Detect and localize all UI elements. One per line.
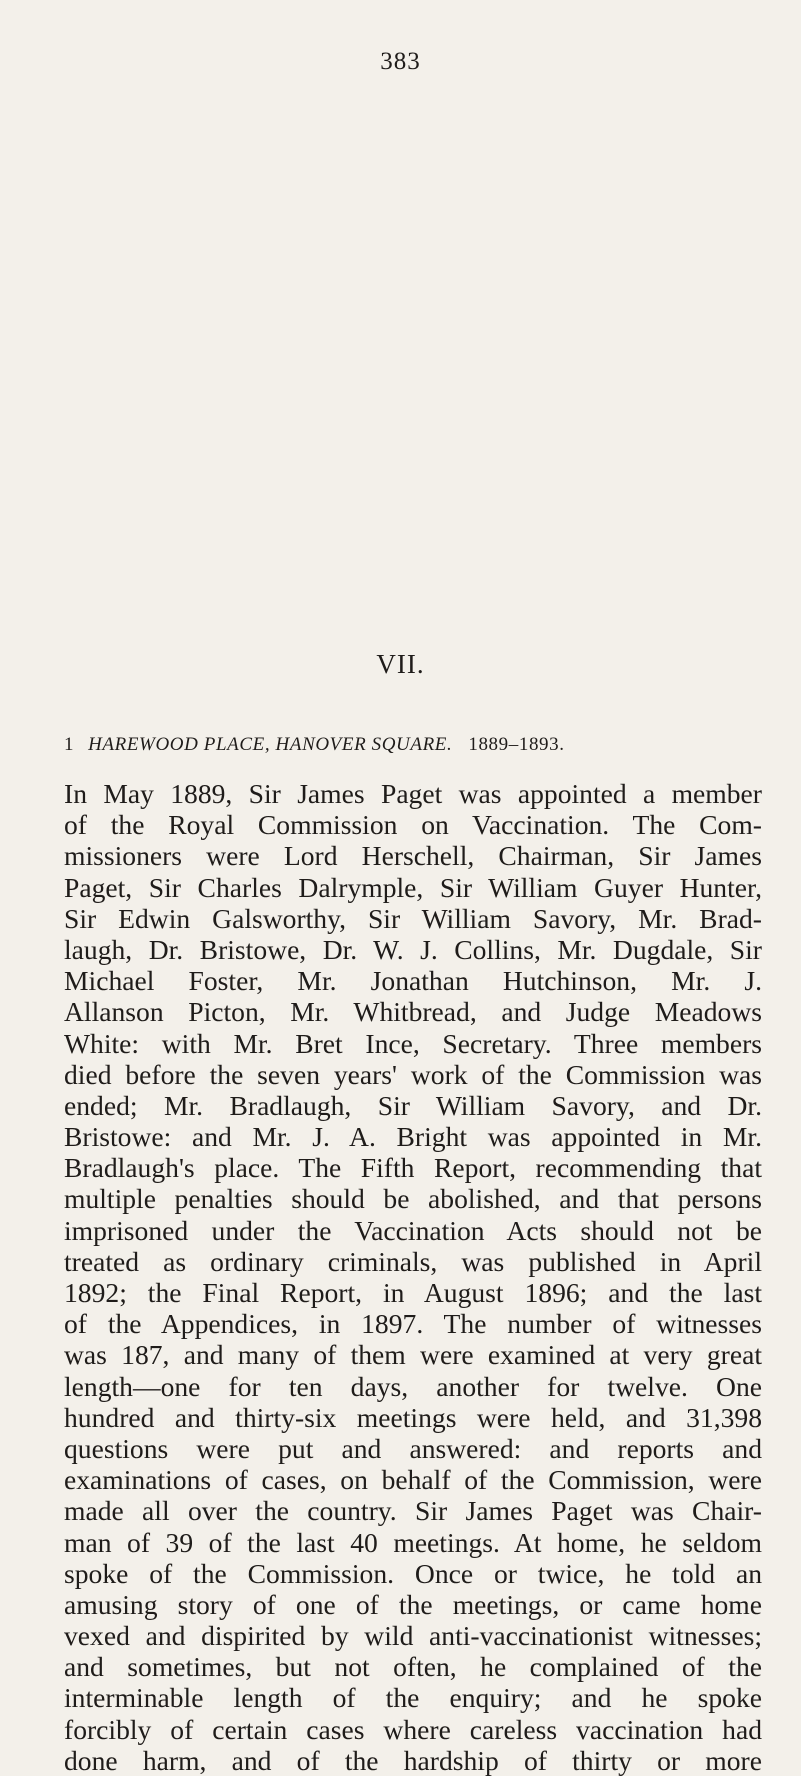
body-line: died before the seven years' work of the Commission was	[64, 1058, 762, 1090]
body-line: of the Royal Commission on Vaccination. The Com-	[64, 809, 762, 841]
body-line: multiple penalties should be abolished, and that persons	[64, 1183, 762, 1215]
body-line: ended; Mr. Bradlaugh, Sir William Savory, and Dr.	[64, 1089, 762, 1121]
heading-number: 1	[64, 734, 75, 755]
heading-place: HAREWOOD PLACE, HANOVER SQUARE.	[88, 734, 453, 755]
body-line: of the Appendices, in 1897. The number of witnesses	[64, 1308, 762, 1340]
body-line: done harm, and of the hardship of thirty or more	[64, 1744, 762, 1776]
body-line: treated as ordinary criminals, was published in April	[64, 1245, 762, 1277]
body-line: Michael Foster, Mr. Jonathan Hutchinson, Mr. J.	[64, 965, 762, 997]
body-line: interminable length of the enquiry; and he spoke	[64, 1682, 762, 1714]
body-line: imprisoned under the Vaccination Acts should not be	[64, 1214, 762, 1246]
body-line: In May 1889, Sir James Paget was appointed a member	[64, 778, 762, 809]
body-line: vexed and dispirited by wild anti-vaccinationist witnesses;	[64, 1620, 762, 1652]
body-line: examinations of cases, on behalf of the Commission, were	[64, 1464, 762, 1496]
body-line: laugh, Dr. Bristowe, Dr. W. J. Collins, Mr. Dugdale, Sir	[64, 933, 762, 965]
body-line: amusing story of one of the meetings, or came home	[64, 1588, 762, 1620]
body-text	[64, 778, 762, 1776]
chapter-numeral: VII.	[376, 649, 425, 679]
body-line: 1892; the Final Report, in August 1896; and the last	[64, 1277, 762, 1308]
page-number: 383	[380, 48, 421, 75]
body-line: man of 39 of the last 40 meetings. At home, he seldom	[64, 1526, 762, 1558]
body-line: questions were put and answered: and reports and	[64, 1432, 762, 1464]
body-line: length—one for ten days, another for twelve. One	[64, 1370, 762, 1402]
body-line: Paget, Sir Charles Dalrymple, Sir William Guyer Hunter,	[64, 871, 762, 903]
body-line: White: with Mr. Bret Ince, Secretary. Three members	[64, 1027, 762, 1059]
body-line: was 187, and many of them were examined at very great	[64, 1339, 762, 1371]
body-line: and sometimes, but not often, he complained of the	[64, 1651, 762, 1683]
body-line: forcibly of certain cases where careless vaccination had	[64, 1713, 762, 1745]
body-line: missioners were Lord Herschell, Chairman, Sir James	[64, 840, 762, 872]
chapter-heading	[64, 734, 754, 756]
body-line: Bristowe: and Mr. J. A. Bright was appointed in Mr.	[64, 1121, 762, 1153]
body-line: Bradlaugh's place. The Fifth Report, recommending that	[64, 1152, 762, 1184]
body-line: spoke of the Commission. Once or twice, he told an	[64, 1557, 762, 1589]
heading-years: 1889–1893.	[468, 734, 565, 755]
body-line: Allanson Picton, Mr. Whitbread, and Judge Meadows	[64, 996, 762, 1028]
body-line: made all over the country. Sir James Paget was Chair-	[64, 1495, 762, 1527]
body-line: hundred and thirty-six meetings were held, and 31,398	[64, 1401, 762, 1433]
body-line: Sir Edwin Galsworthy, Sir William Savory, Mr. Brad-	[64, 902, 762, 934]
